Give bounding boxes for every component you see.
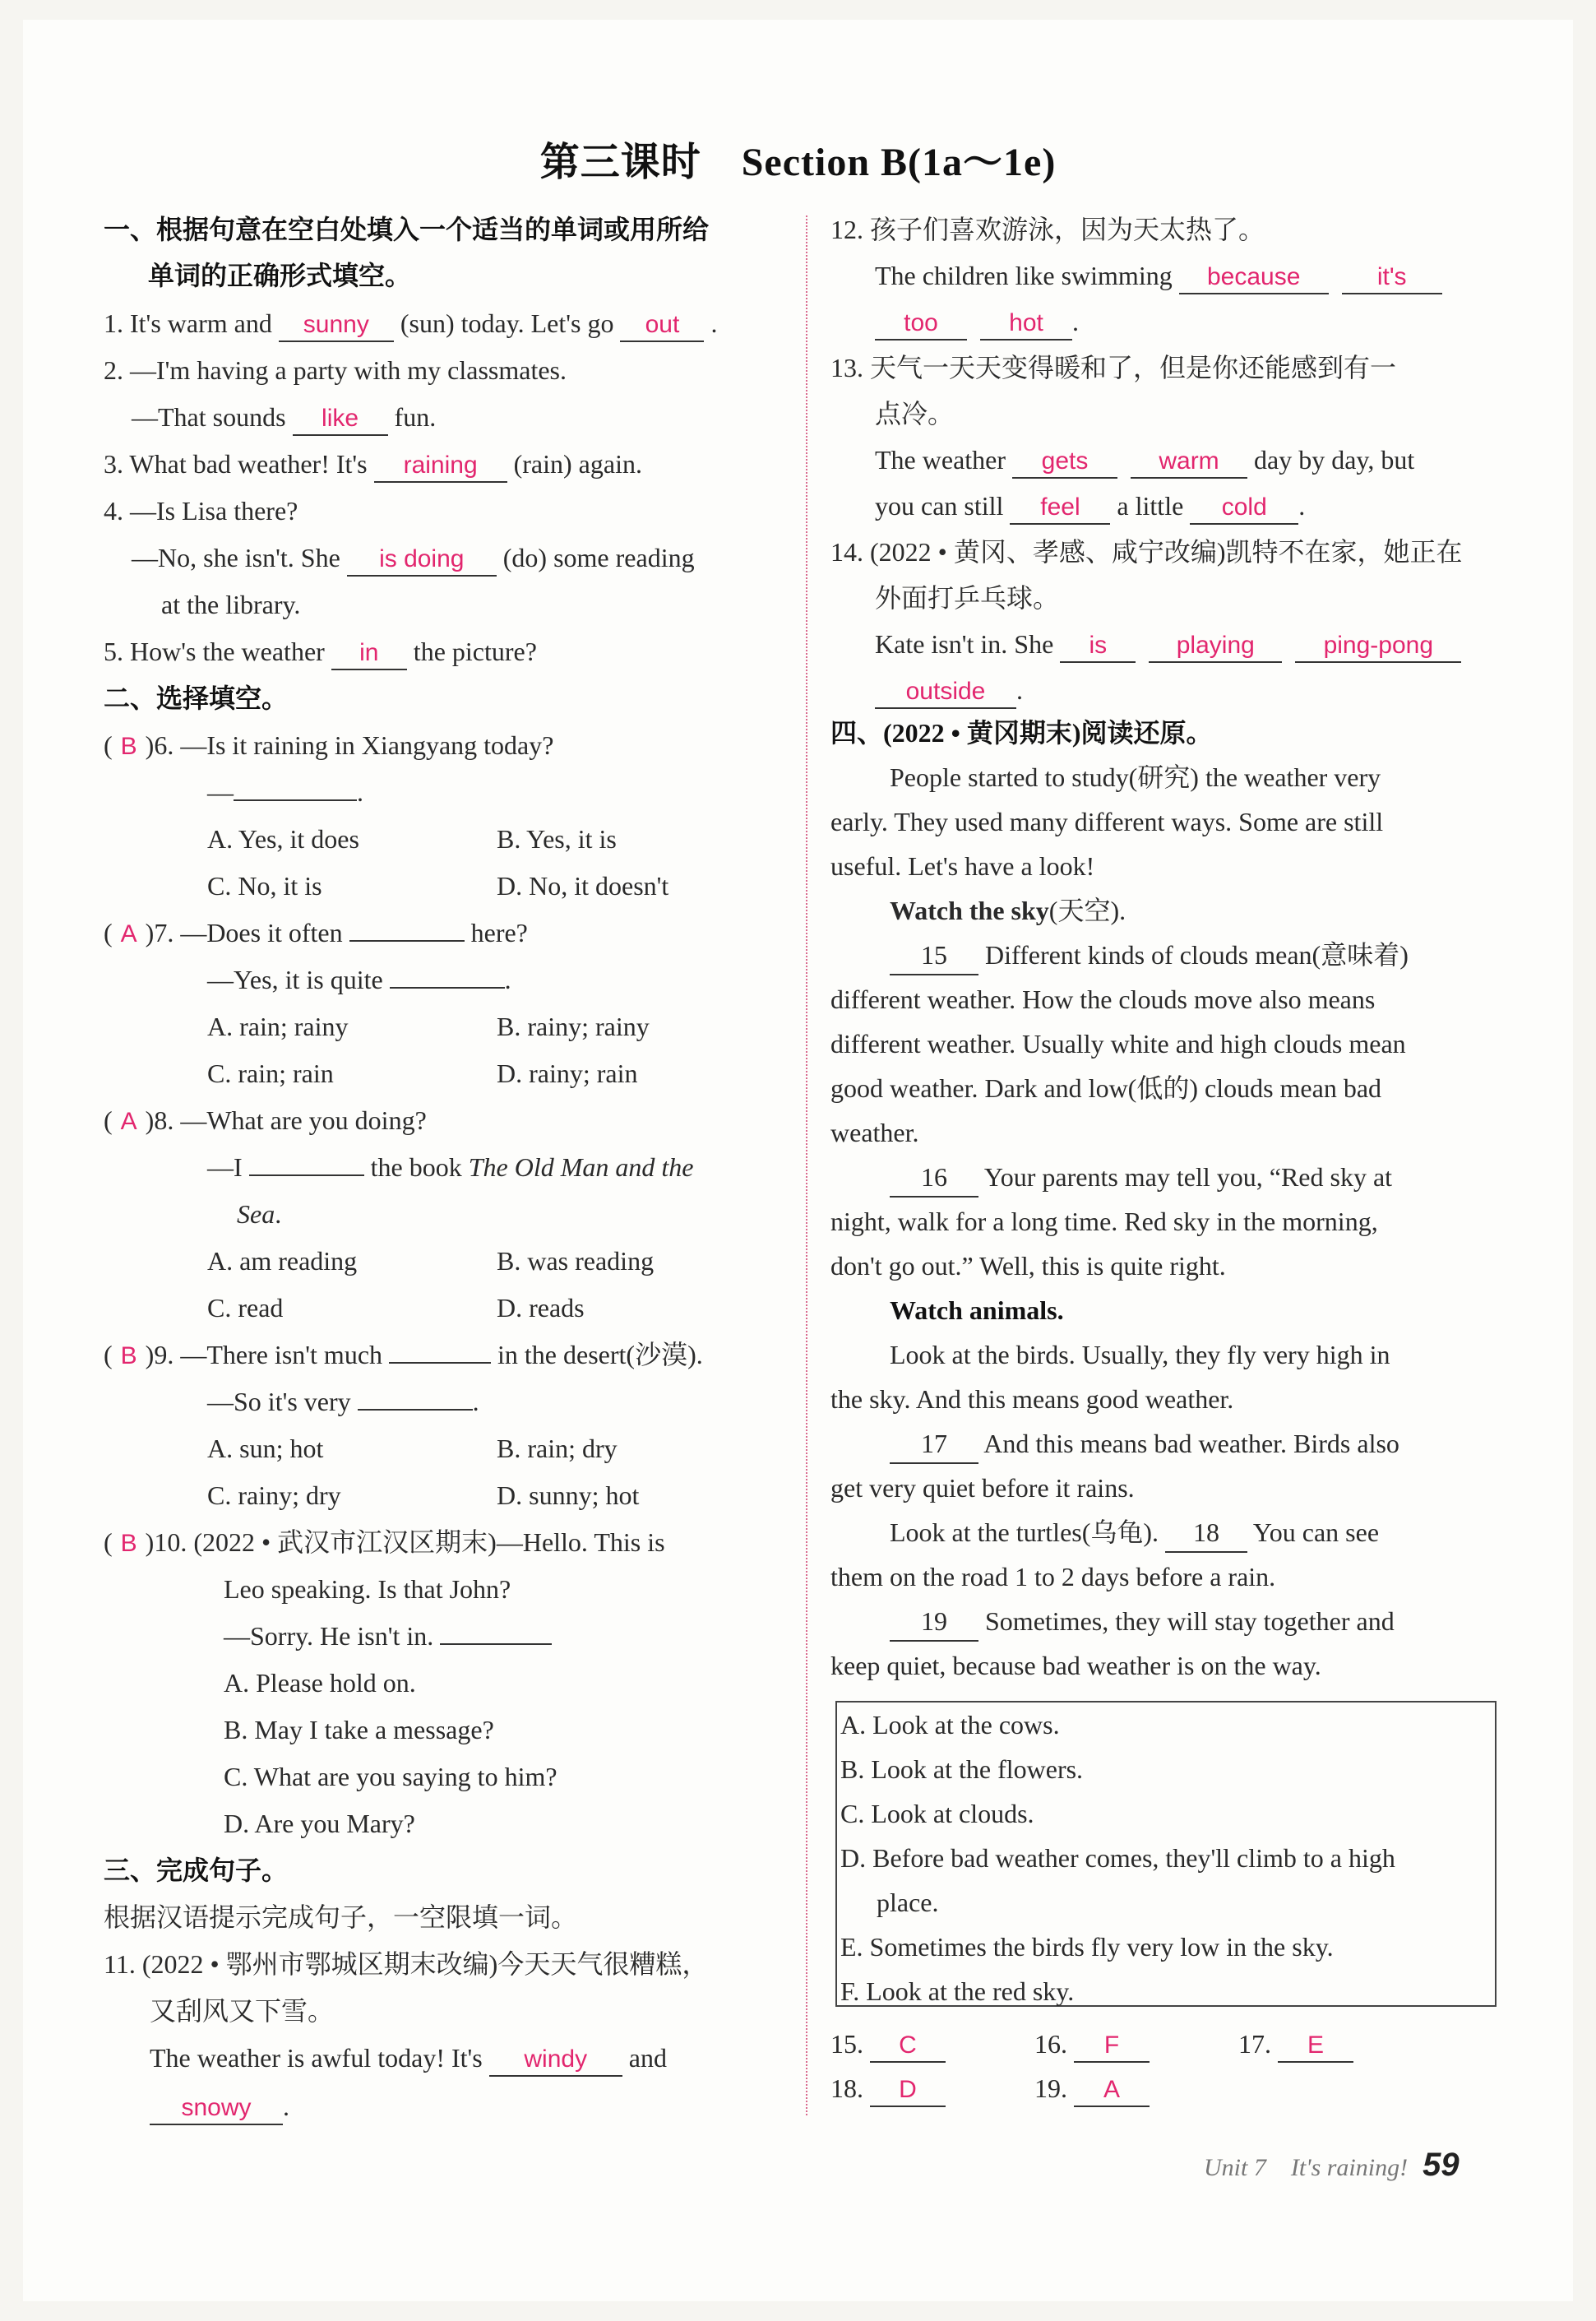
option-b: B. was reading: [497, 1246, 655, 1276]
passage-line: Look at the turtles(乌龟). 18 You can see: [890, 1513, 1379, 1551]
passage-line: night, walk for a long time. Red sky in the morning,: [830, 1207, 1378, 1236]
answer-blank: feel: [1010, 492, 1110, 525]
answer-blank: sunny: [279, 309, 394, 342]
answer-blank: ping-pong: [1295, 630, 1461, 663]
blank: [234, 775, 357, 801]
answer-blank: cold: [1190, 492, 1298, 525]
question-13-sentence: The weather gets warm day by day, but: [875, 441, 1414, 479]
answer-blank: F: [1074, 2030, 1150, 2063]
question-7: ( A )7. —Does it often here?: [104, 914, 528, 952]
question-5: 5. How's the weather in the picture?: [104, 632, 537, 670]
answer-blank: A: [1074, 2074, 1150, 2107]
blank: [440, 1619, 552, 1645]
blank-number: 16: [890, 1158, 978, 1198]
question-11-sentence-cont: snowy .: [150, 2087, 289, 2125]
passage-line: different weather. Usually white and high clouds mean: [830, 1029, 1406, 1059]
question-13: 13. 天气一天天变得暖和了，但是你还能感到有一: [830, 353, 1397, 382]
passage-subheading: Watch the sky(天空).: [890, 896, 1126, 925]
question-2-reply: —That sounds like fun.: [132, 398, 436, 436]
question-4-cont: at the library.: [161, 590, 301, 619]
answer-17: 17. E: [1238, 2025, 1353, 2063]
question-10-cont: Leo speaking. Is that John?: [224, 1574, 511, 1604]
answer-blank: snowy: [150, 2092, 283, 2125]
passage-line: Look at the birds. Usually, they fly very high in: [890, 1340, 1390, 1369]
blank: [249, 1150, 364, 1176]
option-d-cont: place.: [877, 1888, 939, 1917]
answer-blank: in: [331, 637, 407, 670]
question-14-sentence: Kate isn't in. She is playing ping-pong: [875, 625, 1461, 663]
answer-blank: playing: [1149, 630, 1282, 663]
question-9: ( B )9. —There isn't much in the desert(沙漠).: [104, 1336, 703, 1374]
answer-blank: D: [870, 2074, 946, 2107]
part1-heading-cont: 单词的正确形式填空。: [148, 261, 412, 290]
choice-answer: B: [120, 1530, 137, 1557]
blank-number: 15: [890, 936, 978, 975]
question-11: 11. (2022 • 鄂州市鄂城区期末改编)今天天气很糟糕，: [104, 1949, 709, 1979]
page-number: 59: [1423, 2147, 1460, 2183]
answer-blank: too: [875, 308, 967, 341]
answer-blank: is: [1060, 630, 1136, 663]
answer-15: 15. C: [830, 2025, 946, 2063]
question-6: ( B )6. —Is it raining in Xiangyang today?: [104, 726, 553, 764]
option-b: B. rainy; rainy: [497, 1012, 650, 1041]
question-6-reply: — .: [207, 773, 363, 811]
question-9-reply: —So it's very .: [207, 1383, 479, 1420]
answer-blank: gets: [1012, 446, 1117, 479]
part1-heading: 一、根据句意在空白处填入一个适当的单词或用所给: [104, 215, 710, 244]
question-12-sentence: The children like swimming because it's: [875, 257, 1442, 294]
passage-subheading: Watch animals.: [890, 1295, 1064, 1325]
passage-line: 15 Different kinds of clouds mean(意味着): [890, 936, 1409, 974]
choice-answer: B: [120, 733, 137, 760]
question-2: 2. —I'm having a party with my classmates.: [104, 355, 567, 385]
passage-line: the sky. And this means good weather.: [830, 1384, 1234, 1414]
option-b: B. May I take a message?: [224, 1715, 494, 1744]
question-1: 1. It's warm and sunny (sun) today. Let's go out .: [104, 304, 717, 342]
option-c: C. What are you saying to him?: [224, 1762, 557, 1791]
part2-heading: 二、选择填空。: [104, 683, 289, 713]
blank-number: 18: [1165, 1513, 1247, 1553]
question-10: ( B )10. (2022 • 武汉市江汉区期末)—Hello. This is: [104, 1523, 665, 1561]
option-c: C. No, it is: [207, 871, 322, 901]
passage-line: get very quiet before it rains.: [830, 1473, 1135, 1503]
answer-blank: outside: [875, 676, 1016, 709]
answer-19: 19. A: [1034, 2069, 1150, 2107]
answer-blank: warm: [1131, 446, 1247, 479]
option-d: D. sunny; hot: [497, 1480, 640, 1510]
option-d: D. No, it doesn't: [497, 871, 669, 901]
page-title: 第三课时 Section B(1a～1e): [539, 141, 1057, 184]
column-divider: [806, 215, 807, 2115]
option-a: A. Look at the cows.: [840, 1710, 1060, 1740]
passage-line: weather.: [830, 1118, 919, 1147]
option-d: D. Are you Mary?: [224, 1809, 415, 1838]
answer-blank: out: [620, 309, 704, 342]
question-12: 12. 孩子们喜欢游泳，因为天太热了。: [830, 215, 1265, 244]
passage-line: People started to study(研究) the weather very: [890, 762, 1381, 792]
passage-line: keep quiet, because bad weather is on the way.: [830, 1651, 1321, 1680]
question-7-reply: —Yes, it is quite .: [207, 961, 511, 998]
passage-line: 19 Sometimes, they will stay together and: [890, 1602, 1395, 1640]
choice-answer: A: [120, 920, 137, 947]
question-12-sentence-cont: too hot .: [875, 303, 1079, 341]
passage-line: don't go out.” Well, this is quite right.: [830, 1251, 1226, 1281]
answer-blank: like: [293, 403, 388, 436]
answer-blank: because: [1179, 262, 1329, 294]
answer-16: 16. F: [1034, 2025, 1150, 2063]
answer-blank: C: [870, 2030, 946, 2063]
answer-blank: is doing: [347, 544, 497, 577]
option-a: A. Yes, it does: [207, 824, 359, 854]
option-d: D. Before bad weather comes, they'll climb to a high: [840, 1843, 1395, 1873]
passage-line: useful. Let's have a look!: [830, 851, 1095, 881]
option-d: D. rainy; rain: [497, 1059, 638, 1088]
option-b: B. Yes, it is: [497, 824, 617, 854]
option-a: A. Please hold on.: [224, 1668, 416, 1698]
footer-unit: Unit 7: [1204, 2154, 1266, 2181]
blank-number: 19: [890, 1602, 978, 1642]
question-14-cont: 外面打乒乓球。: [875, 583, 1060, 613]
page-footer: [1204, 2147, 1460, 2184]
question-14-sentence-cont: outside .: [875, 671, 1023, 709]
question-8-reply: —I the book The Old Man and the: [207, 1148, 694, 1186]
part3-instruction: 根据汉语提示完成句子，一空限填一词。: [104, 1902, 578, 1932]
passage-line: good weather. Dark and low(低的) clouds mean bad: [830, 1073, 1382, 1103]
question-4-reply: —No, she isn't. She is doing (do) some reading: [132, 539, 695, 577]
option-c: C. rain; rain: [207, 1059, 334, 1088]
option-f: F. Look at the red sky.: [840, 1976, 1075, 2006]
question-14: 14. (2022 • 黄冈、孝感、咸宁改编)凯特不在家，她正在: [830, 537, 1463, 567]
passage-line: different weather. How the clouds move also means: [830, 984, 1376, 1014]
option-a: A. sun; hot: [207, 1434, 324, 1463]
option-b: B. rain; dry: [497, 1434, 618, 1463]
part3-heading: 三、完成句子。: [104, 1855, 289, 1885]
option-a: A. rain; rainy: [207, 1012, 349, 1041]
option-c: C. read: [207, 1293, 284, 1323]
blank: [358, 1384, 473, 1411]
question-11-sentence: The weather is awful today! It's windy and: [150, 2039, 667, 2077]
answer-blank: raining: [374, 450, 507, 483]
passage-line: 17 And this means bad weather. Birds also: [890, 1425, 1399, 1462]
footer-topic: It's raining!: [1290, 2154, 1409, 2181]
option-e: E. Sometimes the birds fly very low in the sky.: [840, 1932, 1334, 1962]
answer-blank: windy: [489, 2044, 622, 2077]
option-a: A. am reading: [207, 1246, 358, 1276]
answer-blank: hot: [980, 308, 1072, 341]
part4-heading: 四、(2022 • 黄冈期末)阅读还原。: [830, 718, 1213, 748]
answer-18: 18. D: [830, 2069, 946, 2107]
passage-line: them on the road 1 to 2 days before a rain.: [830, 1562, 1276, 1591]
answer-blank: E: [1278, 2030, 1353, 2063]
choice-answer: B: [120, 1342, 137, 1369]
question-3: 3. What bad weather! It's raining (rain) again.: [104, 445, 642, 483]
blank: [390, 962, 505, 989]
question-13-cont: 点冷。: [875, 399, 955, 429]
answer-blank: it's: [1342, 262, 1442, 294]
question-8-cont: Sea.: [237, 1199, 282, 1229]
option-d: D. reads: [497, 1293, 585, 1323]
option-c: C. rainy; dry: [207, 1480, 341, 1510]
option-c: C. Look at clouds.: [840, 1799, 1034, 1828]
question-10-reply: —Sorry. He isn't in.: [224, 1617, 552, 1655]
blank-number: 17: [890, 1425, 978, 1464]
question-8: ( A )8. —What are you doing?: [104, 1101, 427, 1139]
passage-line: early. They used many different ways. Some are still: [830, 807, 1384, 836]
question-4: 4. —Is Lisa there?: [104, 496, 298, 526]
passage-line: 16 Your parents may tell you, “Red sky at: [890, 1158, 1392, 1196]
question-13-sentence-cont: you can still feel a little cold .: [875, 487, 1305, 525]
choice-answer: A: [120, 1108, 137, 1135]
blank: [389, 1337, 491, 1364]
question-11-cont: 又刮风又下雪。: [150, 1996, 335, 2026]
blank: [349, 915, 465, 942]
option-b: B. Look at the flowers.: [840, 1754, 1084, 1784]
